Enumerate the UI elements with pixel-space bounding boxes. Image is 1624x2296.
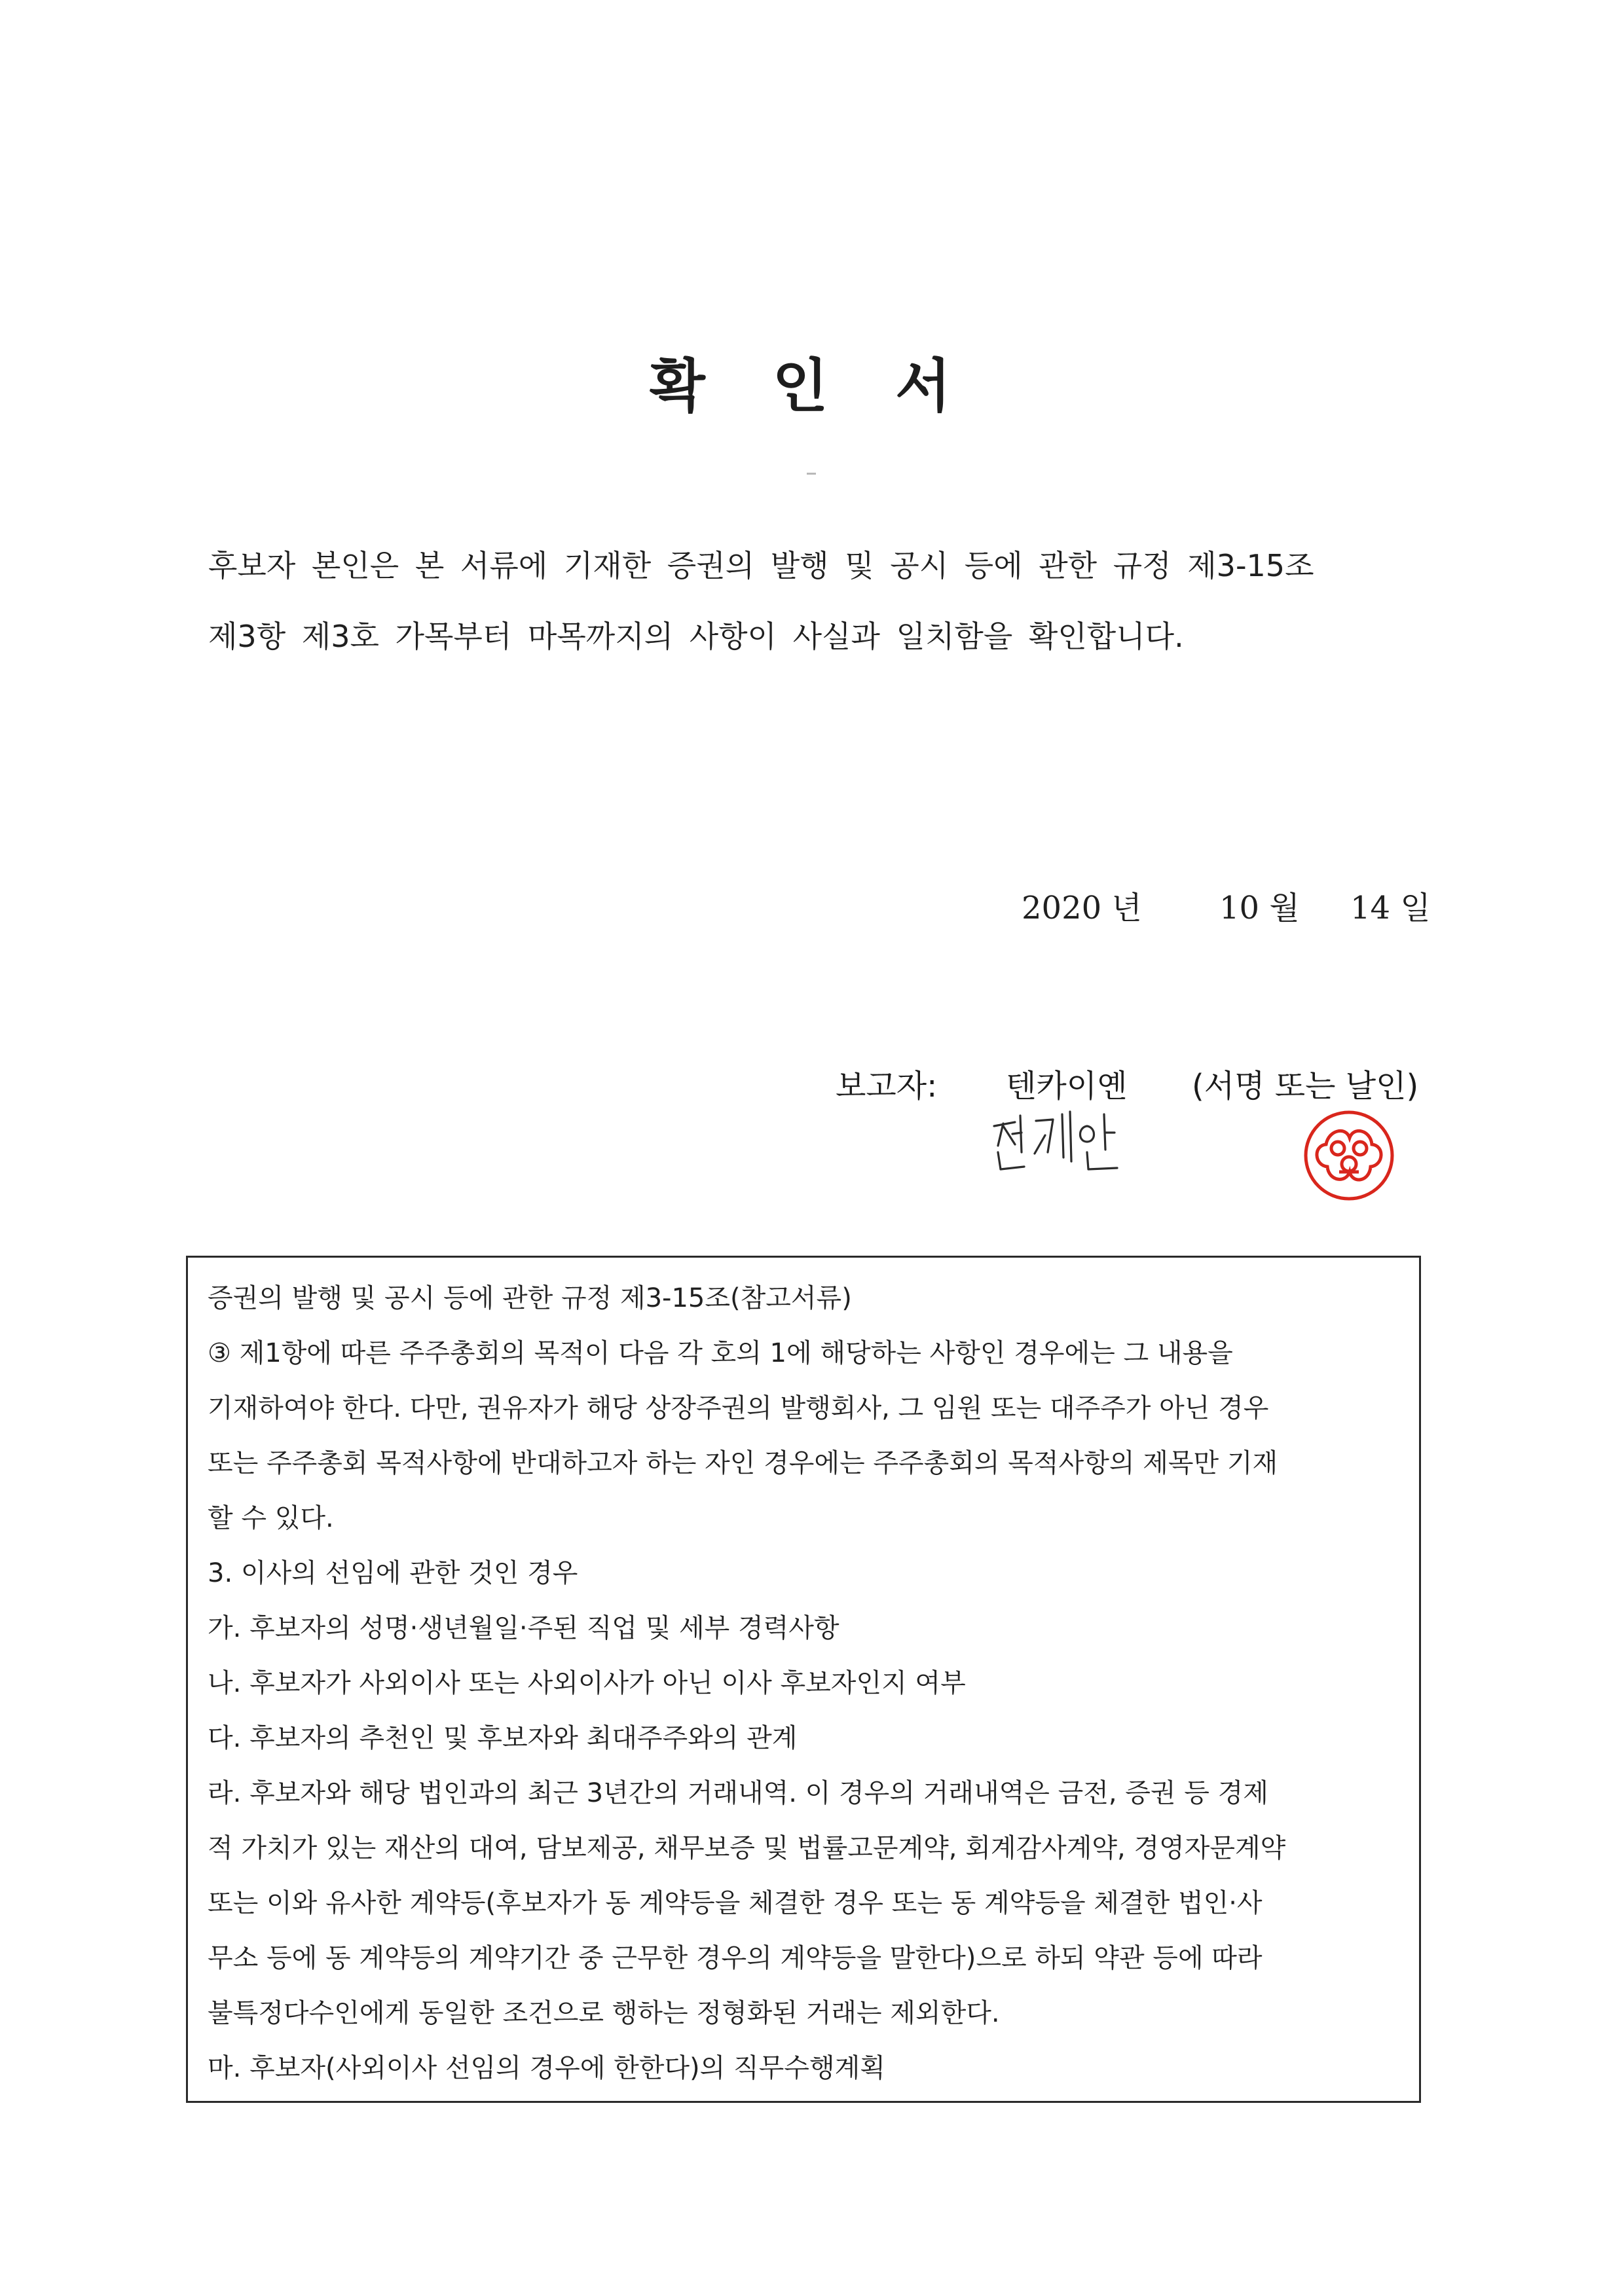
date-month: 10 월 <box>1219 890 1300 926</box>
reporter-label: 보고자: <box>836 1068 938 1104</box>
excerpt-line: 나. 후보자가 사외이사 또는 사외이사가 아닌 이사 후보자인지 여부 <box>208 1668 966 1698</box>
excerpt-line: 할 수 있다. <box>208 1503 334 1533</box>
excerpt-line: ③ 제1항에 따른 주주총회의 목적이 다음 각 호의 1에 해당하는 사항인 경우에는 그 내용을 <box>208 1338 1233 1368</box>
date-day: 14 일 <box>1350 890 1431 926</box>
excerpt-line: 3. 이사의 선임에 관한 것인 경우 <box>208 1558 578 1588</box>
excerpt-line: 기재하여야 한다. 다만, 권유자가 해당 상장주권의 발행회사, 그 임원 또는 대주주가 아닌 경우 <box>208 1393 1269 1423</box>
statement-line: 제3항 제3호 가목부터 마목까지의 사항이 사실과 일치함을 확인합니다. <box>208 619 1184 654</box>
excerpt-line: 또는 이와 유사한 계약등(후보자가 동 계약등을 체결한 경우 또는 동 계약등을 체결한 법인·사 <box>208 1888 1263 1918</box>
red-seal-stamp <box>1300 1106 1398 1205</box>
excerpt-line: 마. 후보자(사외이사 선임의 경우에 한한다)의 직무수행계획 <box>208 2053 885 2083</box>
excerpt-line: 다. 후보자의 추천인 및 후보자와 최대주주와의 관계 <box>208 1723 798 1753</box>
scan-mark <box>807 473 816 475</box>
excerpt-line: 무소 등에 동 계약등의 계약기간 중 근무한 경우의 계약등을 말한다)으로 하되 약관 등에 따라 <box>208 1943 1263 1973</box>
excerpt-line: 가. 후보자의 성명·생년월일·주된 직업 및 세부 경력사항 <box>208 1613 840 1643</box>
reporter-name: 텐카이옌 <box>1006 1068 1128 1104</box>
statement-line: 후보자 본인은 본 서류에 기재한 증권의 발행 및 공시 등에 관한 규정 제3-15조 <box>208 548 1314 583</box>
date-year: 2020 년 <box>1022 890 1142 926</box>
confirmation-statement <box>208 530 1439 672</box>
document-title: 확 인 서 <box>649 352 975 420</box>
excerpt-line: 라. 후보자와 해당 법인과의 최근 3년간의 거래내역. 이 경우의 거래내역은 금전, 증권 등 경제 <box>208 1778 1268 1808</box>
regulation-excerpt-box <box>186 1256 1421 2103</box>
excerpt-line: 적 가치가 있는 재산의 대여, 담보제공, 채무보증 및 법률고문계약, 회계감사계약, 경영자문계약 <box>208 1833 1286 1863</box>
handwritten-signature <box>989 1106 1120 1178</box>
excerpt-line: 또는 주주총회 목적사항에 반대하고자 하는 자인 경우에는 주주총회의 목적사항의 제목만 기재 <box>208 1448 1278 1478</box>
excerpt-heading: 증권의 발행 및 공시 등에 관한 규정 제3-15조(참고서류) <box>208 1283 852 1313</box>
signature-note: (서명 또는 날인) <box>1192 1068 1419 1104</box>
excerpt-line: 불특정다수인에게 동일한 조건으로 행하는 정형화된 거래는 제외한다. <box>208 1998 1000 2028</box>
